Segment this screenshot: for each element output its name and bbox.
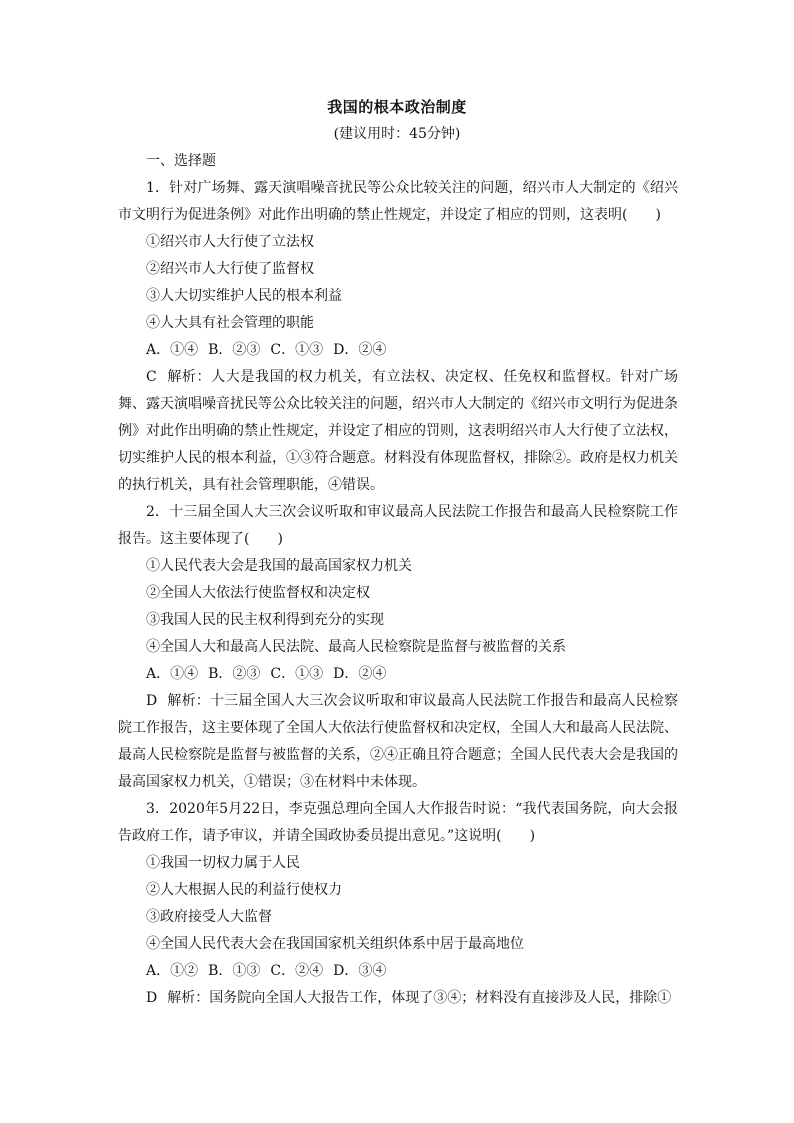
answer-choices	[118, 337, 678, 364]
answer-letter: C	[146, 369, 157, 385]
question-option: ④人大具有社会管理的职能	[146, 315, 314, 331]
analysis-text: 解析：人大是我国的权力机关，有立法权、决定权、任免权和监督权。针对广场舞、露天演唱噪音扰民等公众比较关注的问题，绍兴市人大制定的《绍兴市文明行为促进条例》对此作出明确的禁止性规定，并设定了相应的罚则，这表明绍兴市人大行使了立法权，切实维护人民的根本利益，①③符合题意。材料没有体现监督权，排除②。政府是权力机关的执行机关，具有社会管理职能，④错误。	[118, 369, 678, 493]
document-content	[118, 148, 678, 1012]
choice-b: B．①③	[208, 963, 261, 979]
question-1	[118, 175, 678, 499]
answer-letter: D	[146, 693, 158, 709]
answer-analysis	[118, 688, 678, 796]
document-subtitle: (建议用时：45分钟)	[333, 126, 461, 142]
section-heading: 一、选择题	[146, 153, 216, 169]
document-title: 我国的根本政治制度	[327, 98, 467, 116]
choice-c: C．②④	[270, 963, 324, 979]
choice-d: D．②④	[333, 666, 387, 682]
question-option: ③人大切实维护人民的根本利益	[146, 288, 342, 304]
answer-analysis	[118, 985, 678, 1012]
question-option: ①绍兴市人大行使了立法权	[146, 234, 314, 250]
question-stem: 1．针对广场舞、露天演唱噪音扰民等公众比较关注的问题，绍兴市人大制定的《绍兴市文明行为促进条例》对此作出明确的禁止性规定，并设定了相应的罚则，这表明( )	[118, 180, 678, 223]
question-2	[118, 499, 678, 796]
analysis-text: 解析：国务院向全国人大报告工作，体现了③④；材料没有直接涉及人民，排除①	[167, 990, 672, 1006]
answer-letter: D	[146, 990, 158, 1006]
question-option: ①我国一切权力属于人民	[146, 855, 300, 871]
choice-a: A．①④	[146, 342, 199, 358]
choice-c: C．①③	[270, 666, 324, 682]
answer-choices	[118, 958, 678, 985]
question-option: ②绍兴市人大行使了监督权	[146, 261, 314, 277]
choice-b: B．②③	[208, 666, 261, 682]
choice-a: A．①④	[146, 666, 199, 682]
question-option: ③政府接受人大监督	[146, 909, 272, 925]
answer-choices	[118, 661, 678, 688]
question-option: ③我国人民的民主权利得到充分的实现	[146, 612, 384, 628]
question-option: ②全国人大依法行使监督权和决定权	[146, 585, 370, 601]
question-stem: 3．2020年5月22日，李克强总理向全国人大作报告时说：“我代表国务院，向大会报告政府工作，请予审议，并请全国政协委员提出意见。”这说明( )	[118, 801, 678, 844]
question-option: ①人民代表大会是我国的最高国家权力机关	[146, 558, 412, 574]
choice-d: D．②④	[333, 342, 387, 358]
choice-c: C．①③	[270, 342, 324, 358]
choice-a: A．①②	[146, 963, 199, 979]
question-option: ④全国人大和最高人民法院、最高人民检察院是监督与被监督的关系	[146, 639, 566, 655]
question-3	[118, 796, 678, 1012]
question-option: ②人大根据人民的利益行使权力	[146, 882, 342, 898]
analysis-text: 解析：十三届全国人大三次会议听取和审议最高人民法院工作报告和最高人民检察院工作报告，这主要体现了全国人大依法行使监督权和决定权，全国人大和最高人民法院、最高人民检察院是监督与被监督的关系，②④正确且符合题意；全国人民代表大会是我国的最高国家权力机关，①错误；③在材料中未体现。	[118, 693, 678, 790]
choice-b: B．②③	[208, 342, 261, 358]
choice-d: D．③④	[333, 963, 387, 979]
answer-analysis	[118, 364, 678, 499]
question-option: ④全国人民代表大会在我国国家机关组织体系中居于最高地位	[146, 936, 524, 952]
question-stem: 2．十三届全国人大三次会议听取和审议最高人民法院工作报告和最高人民检察院工作报告。这主要体现了( )	[118, 504, 678, 547]
